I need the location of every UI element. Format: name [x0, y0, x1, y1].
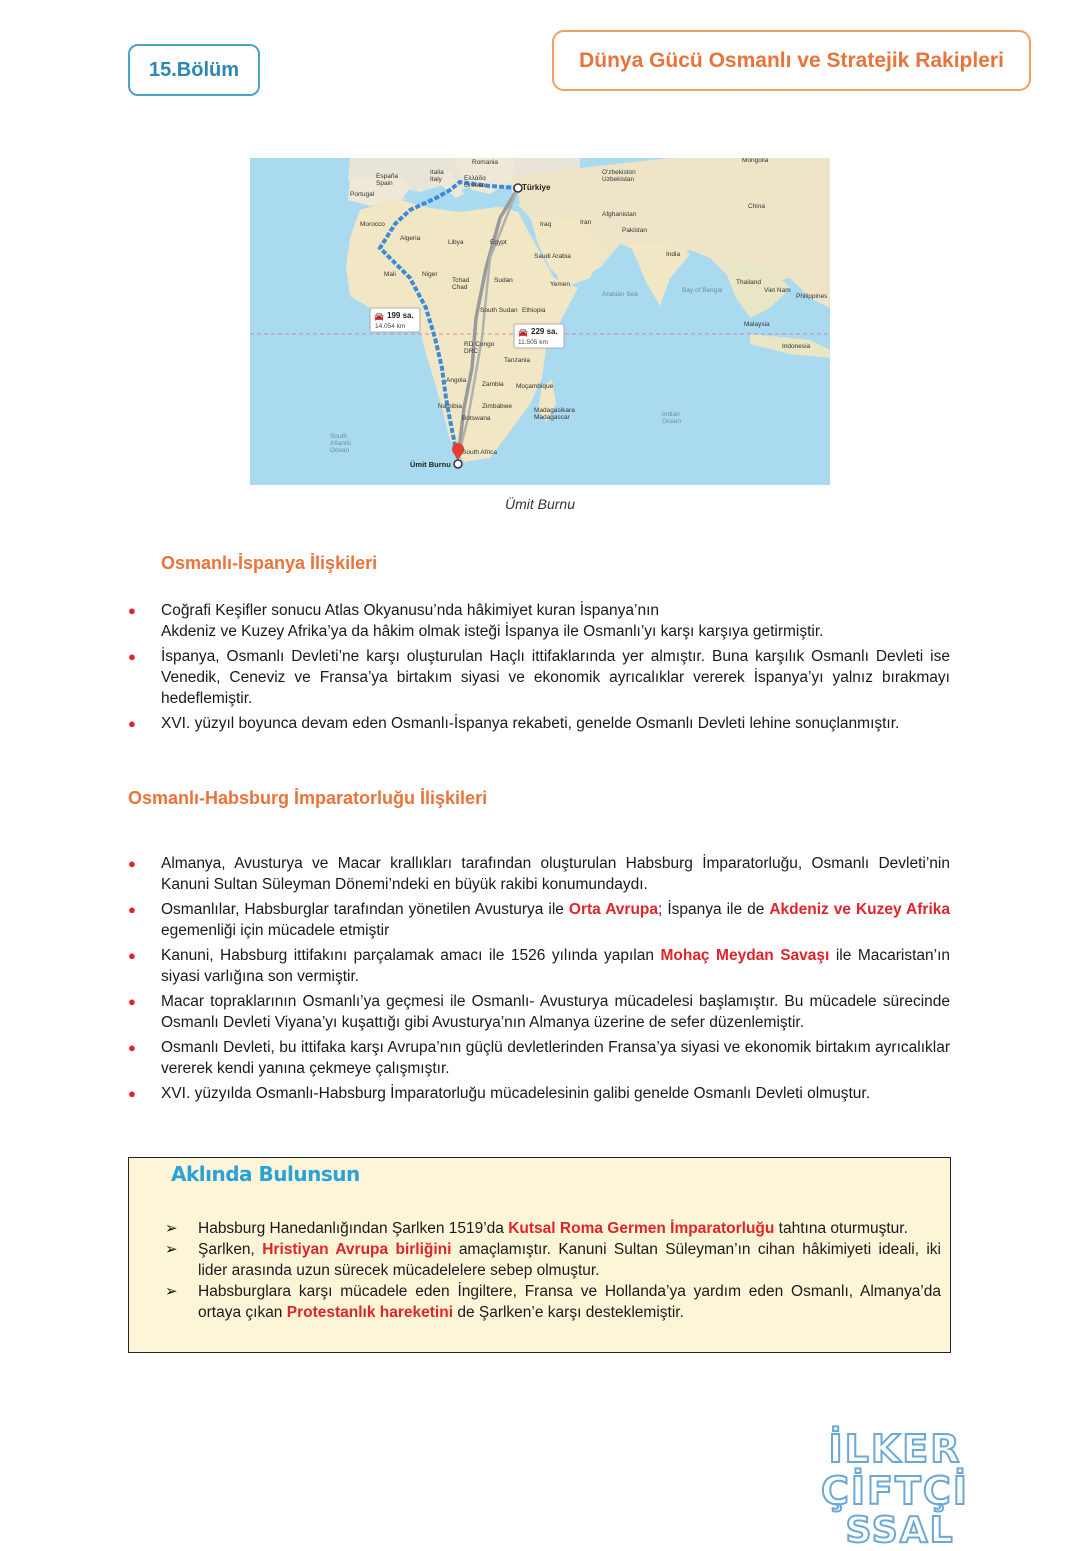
list-item: ● Macar topraklarının Osmanlı’ya geçmesi ile Osmanlı- Avusturya mücadelesi başlamıştır. Bu mücadele sürecinde Osmanlı Devleti Viyana’yı kuşattığı gibi Avusturya’nın Almanya üzerine de sefer düzenlemiştir.: [128, 991, 950, 1033]
label-ethiopia: Ethiopia: [522, 307, 546, 314]
label-iraq: Iraq: [540, 221, 552, 228]
label-niger: Niger: [422, 271, 438, 278]
list-item: [165, 1239, 941, 1281]
label-madagascar: Madagasikara Madagascar: [534, 407, 575, 421]
label-tanzania: Tanzania: [504, 357, 531, 364]
text: Şarlken,: [198, 1241, 263, 1258]
label-libya: Libya: [448, 239, 464, 246]
label-egypt: Egypt: [490, 239, 507, 246]
list-item: ● Almanya, Avusturya ve Macar krallıkları tarafından oluşturulan Habsburg İmparatorluğu, Osmanlı Devleti’nin Kanuni Sultan Süleyman Dönemi’ndeki en büyük rakibi konumundaydı.: [128, 853, 950, 895]
label-mali: Mali: [384, 271, 396, 278]
label-indonesia: Indonesia: [782, 343, 811, 350]
label-angola: Angola: [446, 377, 467, 384]
label-pakistan: Pakistan: [622, 227, 647, 234]
text: ; İspanya ile de: [658, 901, 770, 918]
text: Osmanlılar, Habsburglar tarafından yönetilen Avusturya ile: [161, 901, 569, 918]
watermark-line2: SSAL: [845, 1510, 955, 1551]
text: Kanuni, Habsburg ittifakını parçalamak amacı ile 1526 yılında yapılan: [161, 947, 661, 964]
label-algeria: Algeria: [400, 235, 421, 242]
label-yemen: Yemen: [550, 281, 570, 288]
label-romania: Romania: [472, 159, 499, 166]
reminder-title: Aklında Bulunsun: [171, 1162, 360, 1186]
label-saudi: Saudi Arabia: [534, 253, 571, 260]
label-portugal: Portugal: [350, 191, 375, 198]
label-zimbabwe: Zimbabwe: [482, 403, 512, 410]
highlight: Akdeniz ve Kuzey Afrika: [769, 901, 950, 918]
label-south-africa: South Africa: [462, 449, 498, 456]
highlight: Mohaç Meydan Savaşı: [660, 947, 830, 964]
route-map: [250, 158, 830, 485]
spain-list: [128, 600, 950, 738]
text: de Şarlken’e karşı desteklemiştir.: [453, 1304, 684, 1321]
highlight: Protestanlık hareketini: [286, 1304, 454, 1321]
label-greece: Ελλάδα Greece: [464, 175, 486, 189]
label-sudan: Sudan: [494, 277, 513, 284]
label-south-sudan: South Sudan: [480, 307, 518, 314]
text: tahtına oturmuştur.: [774, 1220, 908, 1237]
route1-time: 199 sa.: [387, 311, 414, 320]
label-iran: Iran: [580, 219, 592, 226]
watermark-line1: İLKER ÇİFTÇİ: [821, 1427, 969, 1513]
chapter-label: 15.Bölüm: [128, 44, 260, 96]
label-south-atlantic: South Atlantic Ocean: [330, 433, 352, 454]
label-italy: Italia Italy: [430, 169, 444, 183]
label-umit-burnu: Ümit Burnu: [410, 460, 451, 469]
map-caption: Ümit Burnu: [504, 496, 576, 512]
label-india: India: [666, 251, 681, 258]
habsburg-list: [128, 853, 950, 1108]
list-item: ● Coğrafi Keşifler sonucu Atlas Okyanusu’nda hâkimiyet kuran İspanya’nın Akdeniz ve Kuzey Afrika’ya da hâkim olmak isteği İspanya ile Osmanlı’yı karşı karşıya getirmiştir.: [128, 600, 950, 642]
list-item: ● İspanya, Osmanlı Devleti’ne karşı oluşturulan Haçlı ittifaklarında yer almıştır. Buna karşılık Osmanlı Devleti ise Venedik, Ceneviz ve Fransa’ya birtakım siyasi ve ekonomik ayrıcalıklar vererek İspanya’yı yalnız bırakmayı hedeflemiştir.: [128, 646, 950, 709]
label-zambia: Zambia: [482, 381, 504, 388]
label-chad: Tchad Chad: [452, 277, 470, 291]
label-afghanistan: Afghanistan: [602, 211, 637, 218]
label-mozambique: Moçambique: [516, 383, 554, 390]
label-malaysia: Malaysia: [744, 321, 770, 328]
text: egemenliği için mücadele etmiştir: [161, 922, 390, 939]
label-vietnam: Viet Nam: [764, 287, 791, 294]
label-thailand: Thailand: [736, 279, 761, 286]
page-title: Dünya Gücü Osmanlı ve Stratejik Rakipleri: [552, 30, 1031, 91]
list-item: ● XVI. yüzyıl boyunca devam eden Osmanlı-İspanya rekabeti, genelde Osmanlı Devleti lehine sonuçlanmıştır.: [128, 713, 950, 734]
label-philippines: Philippines: [796, 293, 828, 300]
marker-turkiye: [514, 184, 522, 192]
label-bay-bengal: Bay of Bengal: [682, 287, 723, 294]
marker-umit-burnu: [454, 460, 462, 468]
label-namibia: Namibia: [438, 403, 462, 410]
author-watermark: [790, 1428, 1000, 1550]
car-icon: 🚘: [518, 328, 528, 337]
text: Habsburglara karşı mücadele eden İngiltere, Fransa ve Hollanda’ya yardım eden Osmanlı, Almanya’da ortaya çıkan: [198, 1283, 941, 1321]
label-mongolia: Mongolia: [742, 158, 769, 164]
list-item: ● XVI. yüzyılda Osmanlı-Habsburg İmparatorluğu mücadelesinin galibi genelde Osmanlı Devleti olmuştur.: [128, 1083, 950, 1104]
label-indian-ocean: Indian Ocean: [662, 411, 682, 425]
heading-spain: Osmanlı-İspanya İlişkileri: [161, 553, 378, 573]
route1-info: [370, 308, 420, 332]
text: Habsburg Hanedanlığından Şarlken 1519’da: [198, 1220, 509, 1237]
list-item: ● Osmanlı Devleti, bu ittifaka karşı Avrupa’nın güçlü devletlerinden Fransa’ya siyasi ve ekonomik birtakım ayrıcalıklar vererek kendi yanına çekmeye çalışmıştır.: [128, 1037, 950, 1079]
highlight: Hristiyan Avrupa birliğini: [262, 1241, 452, 1258]
route2-time: 229 sa.: [531, 327, 558, 336]
route1-distance: 14.054 km: [375, 323, 406, 330]
label-uzbekistan: O'zbekiston Uzbekistan: [602, 169, 636, 183]
reminder-list: [165, 1218, 941, 1323]
label-morocco: Morocco: [360, 221, 385, 228]
list-item: [165, 1218, 941, 1239]
car-icon: 🚘: [374, 312, 384, 321]
label-arabian-sea: Arabian Sea: [602, 291, 638, 298]
text: amaçlamıştır. Kanuni Sultan Süleyman’ın cihan hâkimiyeti ideali, iki lider arasında uzun sürecek mücadelelere sebep olmuştur.: [198, 1241, 941, 1279]
text: ile Macaristan’ın siyasi varlığına son vermiştir.: [161, 947, 950, 985]
label-botswana: Botswana: [462, 415, 491, 422]
list-item: [165, 1281, 941, 1323]
list-item: [128, 899, 950, 941]
reminder-box: [128, 1157, 951, 1353]
route2-info: [514, 324, 564, 348]
label-turkiye: Türkiye: [522, 183, 551, 192]
label-china: China: [748, 203, 765, 210]
label-drc: RD Congo DRC: [464, 341, 495, 355]
heading-habsburg: Osmanlı-Habsburg İmparatorluğu İlişkileri: [128, 788, 488, 808]
route-map-svg: [250, 158, 830, 485]
highlight: Orta Avrupa: [568, 901, 659, 918]
route2-distance: 11.505 km: [518, 339, 548, 346]
highlight: Kutsal Roma Germen İmparatorluğu: [508, 1220, 775, 1237]
list-item: [128, 945, 950, 987]
label-spain: España Spain: [376, 173, 399, 187]
